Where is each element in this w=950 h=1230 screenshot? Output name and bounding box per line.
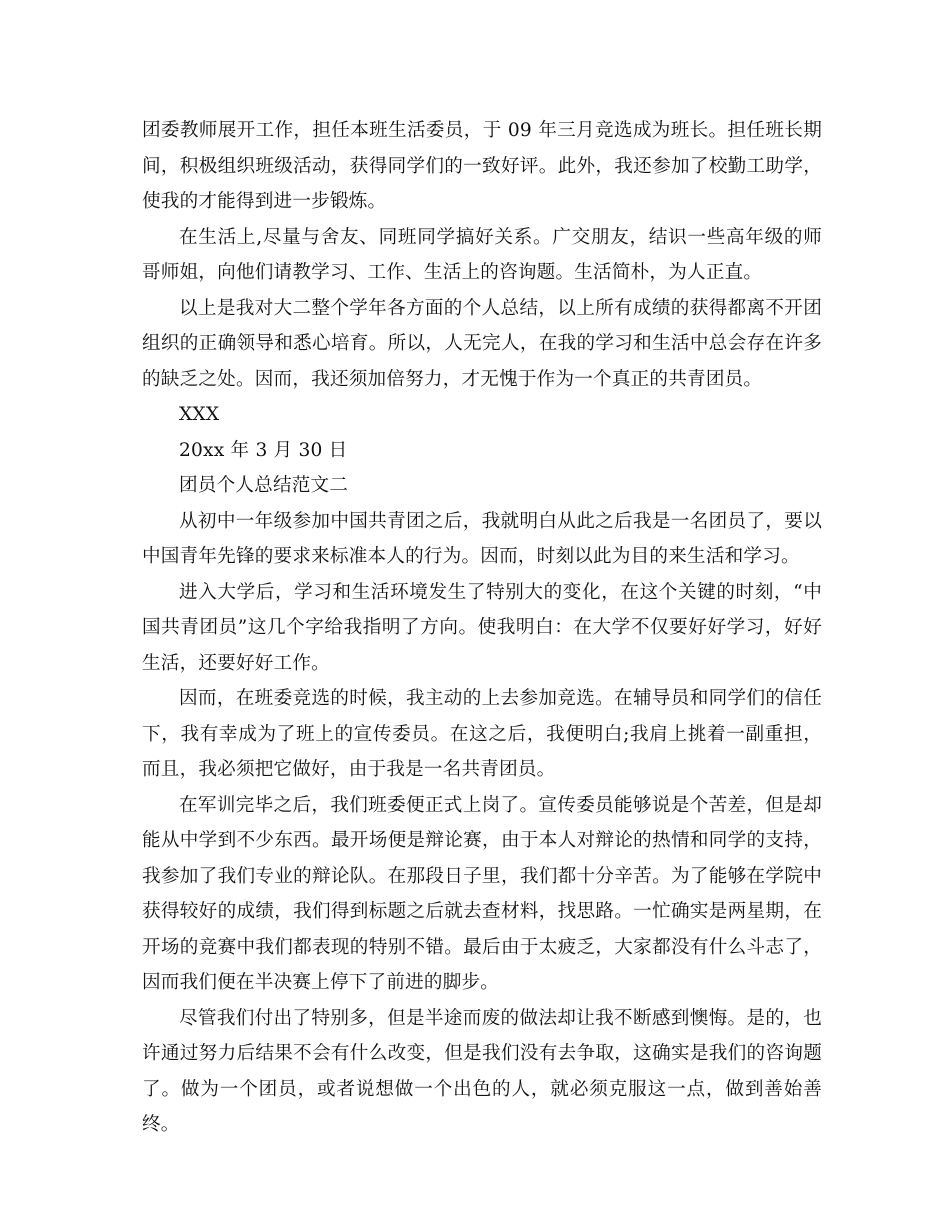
- paragraph-4: 从初中一年级参加中国共青团之后，我就明白从此之后我是一名团员了，要以中国青年先锋的要求来标准本人的行为。因而，时刻以此为目的来生活和学习。: [142, 510, 822, 567]
- paragraph-8: 尽管我们付出了特别多，但是半途而废的做法却让我不断感到懊悔。是的，也许通过努力后结果不会有什么改变，但是我们没有去争取，这确实是我们的咨询题了。做为一个团员，或者说想做一个出色的人，就必须克服这一点，做到善始善终。: [142, 1007, 822, 1135]
- paragraph-6: 因而，在班委竞选的时候，我主动的上去参加竞选。在辅导员和同学们的信任下，我有幸成为了班上的宣传委员。在这之后，我便明白;我肩上挑着一副重担，而且，我必须把它做好，由于我是一名共青团员。: [142, 688, 822, 780]
- signature-name: XXX: [179, 404, 220, 425]
- paragraph-1: 团委教师展开工作，担任本班生活委员，于 09 年三月竞选成为班长。担任班长期间，积极组织班级活动，获得同学们的一致好评。此外，我还参加了校勤工助学，使我的才能得到进一步锻炼。: [142, 120, 822, 212]
- paragraph-3: 以上是我对大二整个学年各方面的个人总结，以上所有成绩的获得都离不开团组织的正确领导和悉心培育。所以，人无完人，在我的学习和生活中总会存在许多的缺乏之处。因而，我还须加倍努力，才无愧于作为一个真正的共青团员。: [142, 297, 822, 390]
- paragraph-5: 进入大学后，学习和生活环境发生了特别大的变化，在这个关键的时刻，“中国共青团员”这几个字给我指明了方向。使我明白：在大学不仅要好好学习，好好生活，还要好好工作。: [142, 581, 822, 674]
- section-title: 团员个人总结范文二: [179, 475, 349, 496]
- paragraph-2: 在生活上,尽量与舍友、同班同学搞好关系。广交朋友，结识一些高年级的师哥师姐，向他们请教学习、工作、生活上的咨询题。生活简朴，为人正直。: [142, 226, 822, 283]
- signature-date: 20xx 年 3 月 30 日: [179, 439, 348, 461]
- paragraph-7: 在军训完毕之后，我们班委便正式上岗了。宣传委员能够说是个苦差，但是却能从中学到不少东西。最开场便是辩论赛，由于本人对辩论的热情和同学的支持，我参加了我们专业的辩论队。在那段日子里，我们都十分辛苦。为了能够在学院中获得较好的成绩，我们得到标题之后就去查材料，找思路。一忙确实是两星期，在开场的竞赛中我们都表现的特别不错。最后由于太疲乏，大家都没有什么斗志了，因而我们便在半决赛上停下了前进的脚步。: [142, 794, 822, 993]
- document-body: [142, 113, 822, 1143]
